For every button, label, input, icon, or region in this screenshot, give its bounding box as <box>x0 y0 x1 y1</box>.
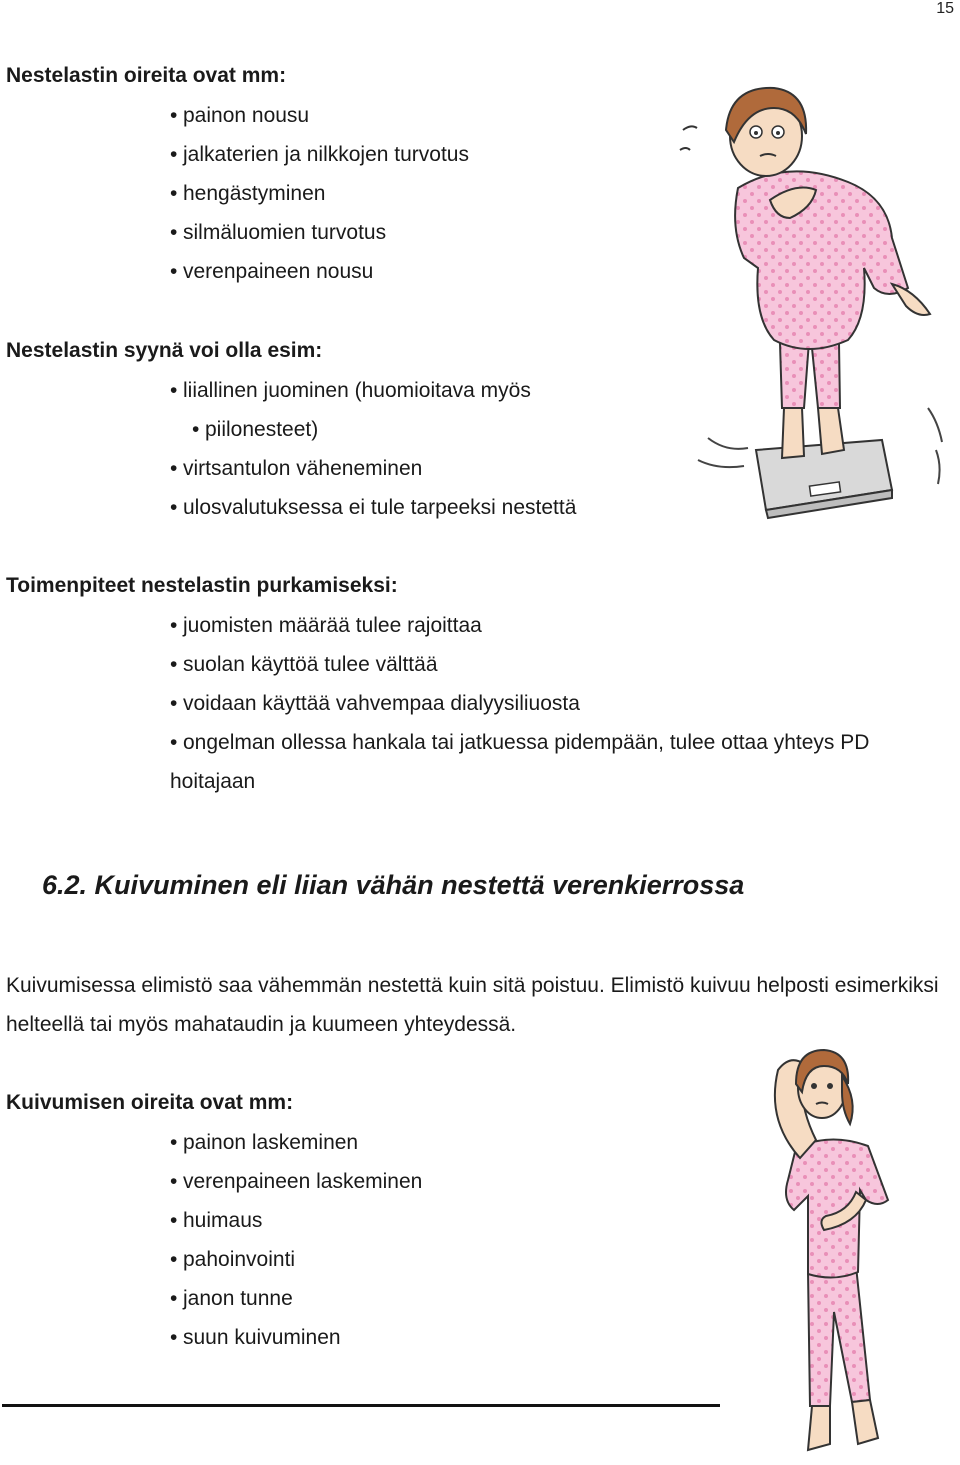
continuation-text: piilonesteet) <box>205 418 319 441</box>
measures-list <box>170 606 930 801</box>
list-item: • verenpaineen laskeminen <box>170 1162 422 1201</box>
list-item: • huimaus <box>170 1201 422 1240</box>
list-item: • painon nousu <box>170 96 469 135</box>
measures-heading: Toimenpiteet nestelastin purkamiseksi: <box>6 574 398 597</box>
list-item: • verenpaineen nousu <box>170 252 469 291</box>
dehydration-symptoms-list <box>170 1123 422 1357</box>
list-item: • jalkaterien ja nilkkojen turvotus <box>170 135 469 174</box>
list-item: • painon laskeminen <box>170 1123 422 1162</box>
symptoms-heading: Nestelastin oireita ovat mm: <box>6 64 287 87</box>
list-item: • voidaan käyttää vahvempaa dialyysiliuosta <box>170 684 930 723</box>
list-item: • ongelman ollessa hankala tai jatkuessa pidempään, tulee ottaa yhteys PD hoitajaan <box>170 723 930 801</box>
list-item: • suolan käyttöä tulee välttää <box>170 645 930 684</box>
list-item: • pahoinvointi <box>170 1240 422 1279</box>
page-number: 15 <box>936 0 954 17</box>
chapter-title: 6.2. Kuivuminen eli liian vähän nestettä verenkierrossa <box>42 870 745 900</box>
list-item: • hengästyminen <box>170 174 469 213</box>
list-item: • janon tunne <box>170 1279 422 1318</box>
list-item-continuation <box>170 410 576 449</box>
dehydrated-woman-illustration <box>738 1040 920 1464</box>
symptoms-list <box>170 96 469 291</box>
list-item: • suun kuivuminen <box>170 1318 422 1357</box>
list-item: • silmäluomien turvotus <box>170 213 469 252</box>
causes-heading: Nestelastin syynä voi olla esim: <box>6 339 323 362</box>
dehydration-symptoms-heading: Kuivumisen oireita ovat mm: <box>6 1091 294 1114</box>
overweight-woman-on-scale-illustration <box>678 78 948 530</box>
footnote-rule <box>2 1404 720 1407</box>
list-item: • juomisten määrää tulee rajoittaa <box>170 606 930 645</box>
chapter-paragraph: Kuivumisessa elimistö saa vähemmän nestettä kuin sitä poistuu. Elimistö kuivuu helposti esimerkiksi helteellä tai myös mahataudin ja kuumeen yhteydessä. <box>6 974 939 1036</box>
causes-list <box>170 371 576 527</box>
list-item: • ulosvalutuksessa ei tule tarpeeksi nestettä <box>170 488 576 527</box>
list-item: • liiallinen juominen (huomioitava myös <box>170 371 576 410</box>
list-item: • virtsantulon väheneminen <box>170 449 576 488</box>
